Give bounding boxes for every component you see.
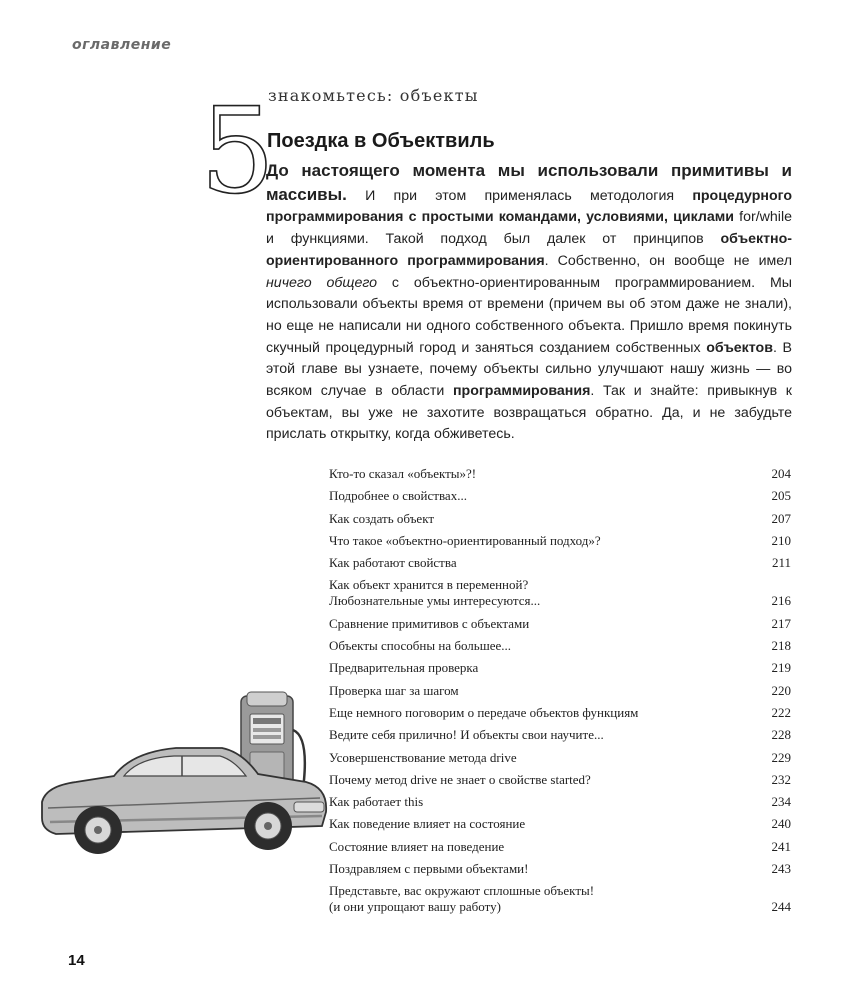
toc-entry[interactable] [329, 839, 791, 855]
toc-entry[interactable] [329, 883, 791, 915]
intro-text: с объектно-ориентированным программированием. Мы использовали объекты время от времени (причем вы об этом даже не знали), но еще не написали ни одного собственного объекта. Пришло время покинуть скучный процедурный город и заняться созданием собственных [266, 274, 792, 356]
intro-emphasis: программирования [452, 383, 591, 400]
toc-entry-title: Как создать объект [329, 510, 435, 526]
toc-entry-title: Предварительная проверка [329, 660, 479, 676]
toc-entry-page: 204 [771, 466, 791, 481]
toc-entry-page: 222 [771, 704, 791, 720]
toc-entry[interactable] [329, 638, 791, 654]
section-label: оглавление [72, 37, 172, 53]
toc-entry-title: Как объект хранится в переменной? Любознательные умы интересуются... [329, 577, 541, 609]
chapter-subtitle: знакомьтесь: объекты [268, 86, 479, 105]
intro-emphasis: объектов [706, 339, 773, 356]
toc-entry-page: 240 [771, 816, 791, 832]
toc-entry-title: Проверка шаг за шагом [329, 682, 459, 698]
toc-entry-title: Представьте, вас окружают сплошные объекты! (и они упрощают вашу работу) [329, 883, 595, 915]
toc-entry[interactable] [329, 466, 791, 482]
toc-entry-page: 210 [771, 532, 791, 548]
toc-entry[interactable] [329, 772, 791, 788]
toc-entry-page: 232 [771, 771, 791, 787]
intro-italic: ничего общего [266, 274, 378, 291]
toc-entry[interactable] [329, 861, 791, 877]
toc-entry-title: Как поведение влияет на состояние [329, 816, 526, 832]
toc-entry[interactable] [329, 488, 791, 504]
toc-entry[interactable] [329, 660, 791, 676]
toc-entry-page: 220 [771, 682, 791, 698]
toc-entry[interactable] [329, 555, 791, 571]
toc-entry[interactable] [329, 683, 791, 699]
toc-entry-page: 243 [771, 861, 791, 877]
toc-entry-title: Почему метод drive не знает о свойстве started? [329, 771, 591, 787]
intro-text: . В этой главе вы узнаете, почему объекты сильно улучшают нашу жизнь — во всяком случае в области [266, 339, 792, 400]
toc-entry-title: Сравнение примитивов с объектами [329, 615, 530, 631]
toc-entry-title: Еще немного поговорим о передаче объектов функциям [329, 704, 639, 720]
toc-entry-title: Ведите себя прилично! И объекты свои научите... [329, 727, 604, 743]
intro-text: . Так и знайте: привыкнув к объектам, вы уже не захотите возвращаться обратно. Да, и не забудьте прислать открытку, когда обживетесь. [266, 383, 793, 443]
toc-entry[interactable] [329, 816, 791, 832]
toc-entry-page: 219 [771, 660, 791, 676]
toc-entry-page: 244 [771, 899, 791, 915]
toc-entry[interactable] [329, 616, 791, 632]
car-and-gas-pump-illustration [36, 690, 336, 880]
intro-text: for/while и функциями. Такой подход был далек от принципов [266, 209, 792, 248]
toc-entry[interactable] [329, 511, 791, 527]
page-number: 14 [68, 952, 85, 969]
toc-entry[interactable] [329, 750, 791, 766]
toc-entry-page: 234 [771, 794, 791, 810]
toc-entry-title: Как работают свойства [329, 555, 457, 571]
toc-entry-page: 207 [771, 510, 791, 526]
toc-entry[interactable] [329, 727, 791, 743]
toc-entry-page: 205 [771, 488, 791, 504]
toc-entry[interactable] [329, 533, 791, 549]
toc-entry-page: 241 [771, 838, 791, 854]
toc-entry[interactable] [329, 577, 791, 609]
intro-emphasis: процедурного программирования с простыми командами, условиями, циклами [266, 187, 792, 226]
toc-entry-page: 216 [771, 593, 791, 609]
chapter-title: Поездка в Объектвиль [267, 130, 495, 152]
table-of-contents [329, 466, 791, 922]
toc-entry-title: Кто-то сказал «объекты»?! [329, 466, 477, 481]
chapter-number: 5 [200, 82, 276, 220]
toc-entry[interactable] [329, 705, 791, 721]
intro-lead: До настоящего момента мы использовали примитивы и массивы. [266, 161, 792, 204]
toc-entry-title: Поздравляем с первыми объектами! [329, 861, 529, 877]
toc-entry-page: 229 [771, 749, 791, 765]
toc-entry-title: Усовершенствование метода drive [329, 749, 517, 765]
toc-entry-title: Объекты способны на большее... [329, 638, 511, 654]
toc-entry-title: Состояние влияет на поведение [329, 838, 505, 854]
intro-emphasis: объектно-ориентированного программирования [266, 231, 792, 269]
toc-entry-title: Подробнее о свойствах... [329, 488, 467, 504]
intro-text: . Собственно, он вообще не имел [544, 252, 793, 269]
toc-entry-page: 217 [771, 615, 791, 631]
toc-entry-title: Как работает this [329, 794, 424, 810]
toc-entry-page: 211 [771, 555, 791, 571]
toc-entry-page: 228 [771, 727, 791, 743]
toc-entry[interactable] [329, 794, 791, 810]
toc-entry-title: Что такое «объектно-ориентированный подход»? [329, 532, 601, 548]
chapter-intro [266, 160, 792, 446]
intro-text: И при этом применялась методология [346, 187, 693, 204]
toc-entry-page: 218 [771, 638, 791, 654]
